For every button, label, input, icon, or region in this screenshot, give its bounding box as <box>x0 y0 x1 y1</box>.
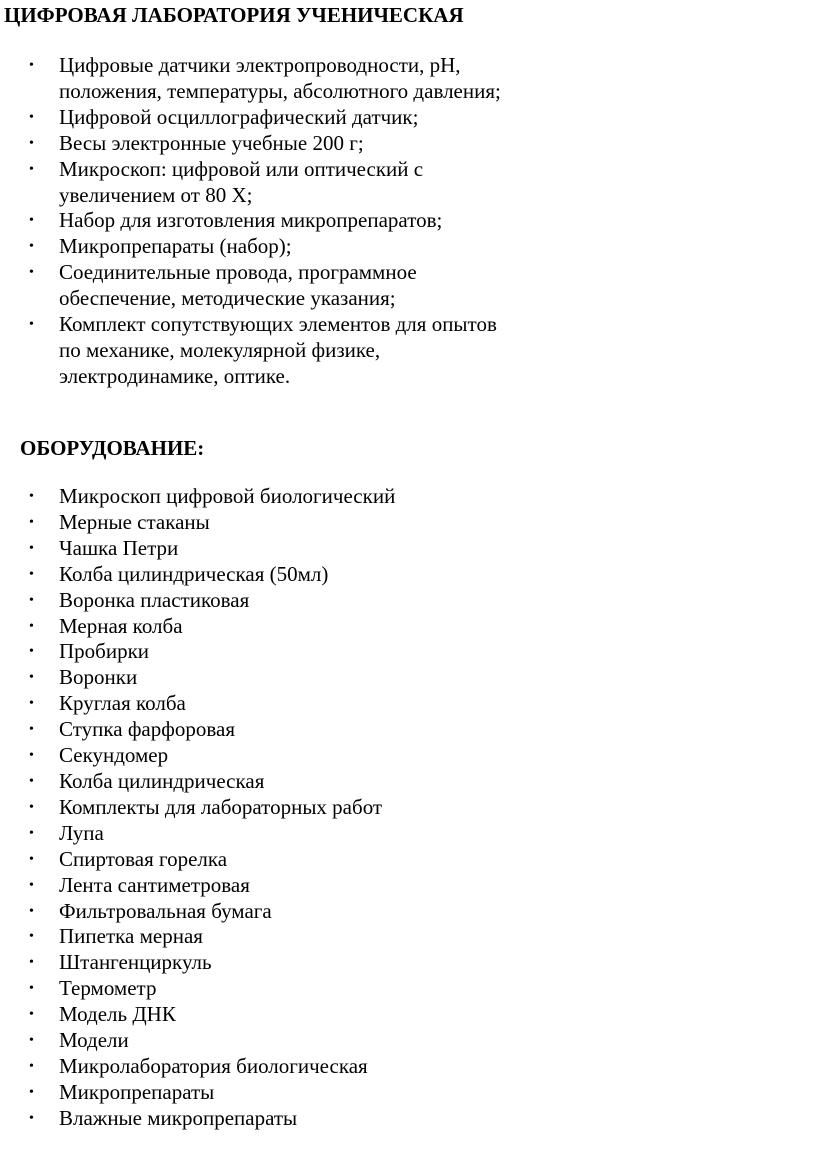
equipment-list-item <box>0 1002 816 1028</box>
bullet-icon: • <box>29 748 34 764</box>
list-item-text: Секундомер <box>59 743 169 768</box>
equipment-list-item <box>0 536 816 562</box>
bullet-icon: • <box>29 161 34 177</box>
equipment-list-item <box>0 924 816 950</box>
bullet-icon: • <box>29 540 34 556</box>
digital-lab-list-item <box>0 234 549 260</box>
digital-lab-list-item <box>0 105 549 131</box>
list-item-text: Чашка Петри <box>59 535 179 560</box>
equipment-list-item <box>0 639 816 665</box>
list-item-text: Комплект сопутствующих элементов для опытов по механике, молекулярной физике, электродинамике, оптике. <box>59 312 497 388</box>
list-item-text: Микроскоп цифровой биологический <box>59 484 396 508</box>
list-item-text: Фильтровальная бумага <box>59 898 272 923</box>
bullet-icon: • <box>29 566 34 582</box>
list-item-text: Микроскоп: цифровой или оптический с увеличением от 80 X; <box>59 156 424 207</box>
list-item-text: Спиртовая горелка <box>59 846 228 871</box>
bullet-icon: • <box>29 514 34 530</box>
equipment-list-item <box>0 562 816 588</box>
equipment-list-item <box>0 795 816 821</box>
list-item-text: Влажные микропрепараты <box>59 1105 298 1130</box>
digital-lab-list-item <box>0 131 549 157</box>
digital-lab-list-item <box>0 157 549 209</box>
equipment-list-item <box>0 484 816 510</box>
bullet-icon: • <box>29 799 34 815</box>
equipment-list-item <box>0 976 816 1002</box>
list-item-text: Круглая колба <box>59 691 186 716</box>
bullet-icon: • <box>29 851 34 867</box>
list-item-text: Мерная колба <box>59 613 183 638</box>
list-item-text: Лупа <box>59 820 104 845</box>
bullet-icon: • <box>29 722 34 738</box>
section-title-equipment: ОБОРУДОВАНИЕ: <box>20 436 205 460</box>
bullet-icon: • <box>29 903 34 919</box>
equipment-list-item <box>0 1028 816 1054</box>
bullet-icon: • <box>29 58 34 73</box>
list-item-text: Лента сантиметровая <box>59 872 250 897</box>
list-item-text: Воронки <box>59 665 138 690</box>
list-item-text: Цифровой осциллографический датчик; <box>59 104 419 129</box>
equipment-list-item <box>0 873 816 899</box>
list-item-text: Ступка фарфоровая <box>59 717 235 742</box>
bullet-icon: • <box>29 317 34 333</box>
list-item-text: Колба цилиндрическая (50мл) <box>59 561 329 586</box>
list-item-text: Соединительные провода, программное обеспечение, методические указания; <box>59 260 417 311</box>
list-item-text: Мерные стаканы <box>59 509 210 534</box>
list-item-text: Воронка пластиковая <box>59 587 250 612</box>
bullet-icon: • <box>29 1084 34 1100</box>
list-item-text: Микропрепараты <box>59 1079 215 1104</box>
list-item-text: Пипетка мерная <box>59 924 203 949</box>
equipment-list-item <box>0 769 816 795</box>
equipment-list-item <box>0 821 816 847</box>
list-item-text: Модель ДНК <box>59 1002 176 1027</box>
bullet-icon: • <box>29 1110 34 1126</box>
list-item-text: Штангенциркуль <box>59 950 212 975</box>
list-item-text: Колба цилиндрическая <box>59 768 265 793</box>
bullet-icon: • <box>29 618 34 634</box>
bullet-icon: • <box>29 825 34 841</box>
section-title-digital-lab: ЦИФРОВАЯ ЛАБОРАТОРИЯ УЧЕНИЧЕСКАЯ <box>4 3 464 27</box>
equipment-list-item <box>0 1054 816 1080</box>
equipment-list-item <box>0 691 816 717</box>
bullet-icon: • <box>29 1007 34 1023</box>
bullet-icon: • <box>29 955 34 971</box>
list-item-text: Термометр <box>59 976 157 1001</box>
list-item-text: Набор для изготовления микропрепаратов; <box>59 208 443 233</box>
equipment-list-item <box>0 665 816 691</box>
list-item-text: Микролаборатория биологическая <box>59 1053 368 1078</box>
digital-lab-list-item <box>0 208 549 234</box>
equipment-list-item <box>0 588 816 614</box>
bullet-icon: • <box>29 696 34 712</box>
bullet-icon: • <box>29 981 34 997</box>
bullet-icon: • <box>29 489 34 504</box>
equipment-list-item <box>0 717 816 743</box>
list-item-text: Модели <box>59 1028 129 1053</box>
equipment-list <box>0 484 816 1132</box>
bullet-icon: • <box>29 109 34 125</box>
bullet-icon: • <box>29 265 34 281</box>
bullet-icon: • <box>29 644 34 660</box>
equipment-list-item <box>0 743 816 769</box>
list-item-text: Микропрепараты (набор); <box>59 234 292 259</box>
equipment-list-item <box>0 899 816 925</box>
bullet-icon: • <box>29 1058 34 1074</box>
equipment-list-item <box>0 950 816 976</box>
equipment-list-item <box>0 847 816 873</box>
bullet-icon: • <box>29 135 34 151</box>
digital-lab-list-item <box>0 260 549 312</box>
bullet-icon: • <box>29 877 34 893</box>
bullet-icon: • <box>29 239 34 255</box>
equipment-list-item <box>0 1106 816 1132</box>
bullet-icon: • <box>29 1033 34 1049</box>
bullet-icon: • <box>29 213 34 229</box>
list-item-text: Комплекты для лабораторных работ <box>59 794 383 819</box>
bullet-icon: • <box>29 773 34 789</box>
digital-lab-list-item <box>0 312 549 390</box>
list-item-text: Пробирки <box>59 639 150 664</box>
list-item-text: Цифровые датчики электропроводности, pH, положения, температуры, абсолютного давления; <box>59 53 501 103</box>
digital-lab-list <box>0 53 816 390</box>
bullet-icon: • <box>29 929 34 945</box>
bullet-icon: • <box>29 670 34 686</box>
equipment-list-item <box>0 1080 816 1106</box>
equipment-list-item <box>0 614 816 640</box>
digital-lab-list-item <box>0 53 549 105</box>
equipment-list-item <box>0 510 816 536</box>
list-item-text: Весы электронные учебные 200 г; <box>59 130 364 155</box>
bullet-icon: • <box>29 592 34 608</box>
